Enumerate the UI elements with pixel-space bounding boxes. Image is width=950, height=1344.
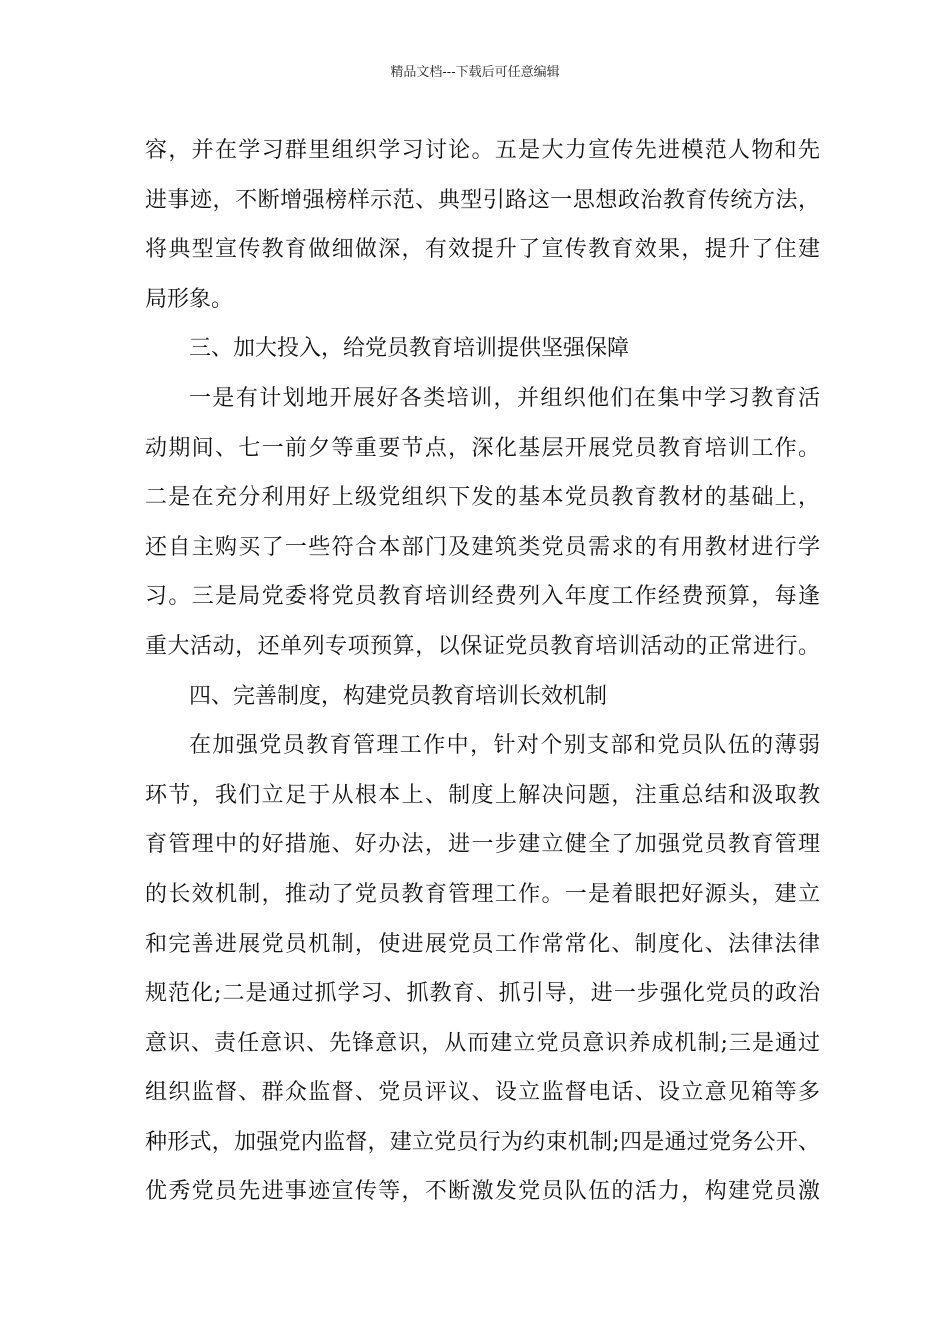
text-line: 动期间、七一前夕等重要节点，深化基层开展党员教育培训工作。	[145, 435, 822, 461]
document-body	[145, 126, 820, 1217]
page-header: 精品文档---下载后可任意编辑	[390, 65, 560, 80]
text-line: 将典型宣传教育做细做深，有效提升了宣传教育效果，提升了住建	[145, 237, 822, 263]
text-line: 规范化;二是通过抓学习、抓教育、抓引导，进一步强化党员的政治	[145, 981, 822, 1007]
text-line: 优秀党员先进事迹宣传等，不断激发党员队伍的活力，构建党员激	[145, 1179, 822, 1205]
text-line: 进事迹，不断增强榜样示范、典型引路这一思想政治教育传统方法，	[145, 187, 821, 213]
text-line: 习。三是局党委将党员教育培训经费列入年度工作经费预算，每逢	[145, 584, 822, 610]
text-line: 四、完善制度，构建党员教育培训长效机制	[189, 683, 608, 709]
text-line: 还自主购买了一些符合本部门及建筑类党员需求的有用教材进行学	[145, 534, 822, 560]
text-line: 局形象。	[145, 286, 234, 312]
text-line: 育管理中的好措施、好办法，进一步建立健全了加强党员教育管理	[145, 832, 822, 858]
text-line: 三、加大投入，给党员教育培训提供坚强保障	[189, 336, 630, 362]
text-line: 一是有计划地开展好各类培训，并组织他们在集中学习教育活	[189, 385, 822, 411]
text-line: 的长效机制，推动了党员教育管理工作。一是着眼把好源头，建立	[145, 881, 822, 907]
text-line: 重大活动，还单列专项预算，以保证党员教育培训活动的正常进行。	[145, 633, 821, 659]
text-line: 种形式，加强党内监督，建立党员行为约束机制;四是通过党务公开、	[145, 1129, 821, 1155]
text-line: 二是在充分利用好上级党组织下发的基本党员教育教材的基础上，	[145, 485, 822, 511]
text-line: 在加强党员教育管理工作中，针对个别支部和党员队伍的薄弱	[189, 733, 822, 759]
text-line: 和完善进展党员机制，使进展党员工作常常化、制度化、法律法律	[145, 931, 822, 957]
text-line: 容，并在学习群里组织学习讨论。五是大力宣传先进模范人物和先	[145, 138, 822, 163]
text-line: 组织监督、群众监督、党员评议、设立监督电话、设立意见箱等多	[145, 1080, 822, 1106]
text-line: 意识、责任意识、先锋意识，从而建立党员意识养成机制;三是通过	[145, 1030, 822, 1056]
text-line: 环节，我们立足于从根本上、制度上解决问题，注重总结和汲取教	[145, 782, 822, 808]
